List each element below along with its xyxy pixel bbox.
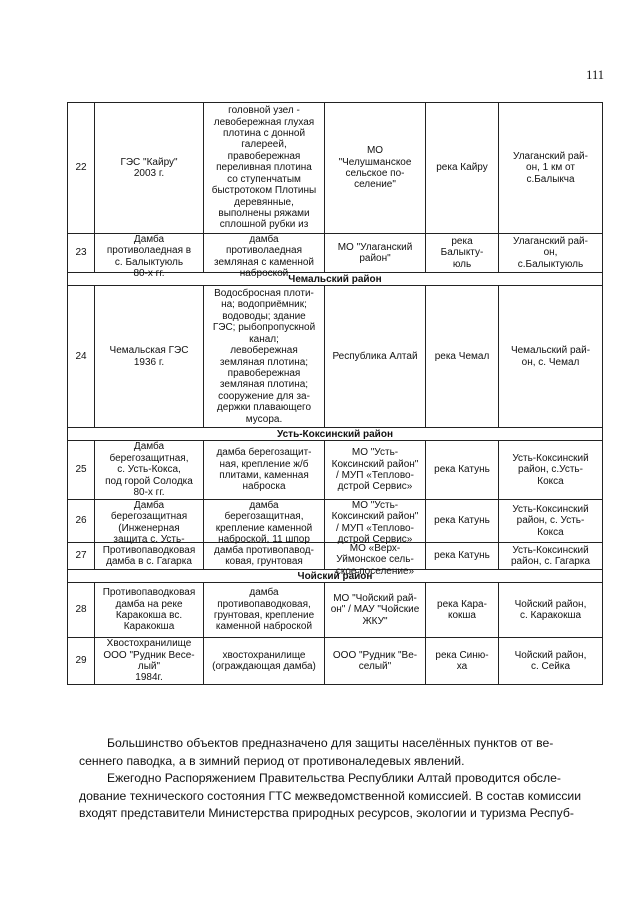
location-cell (499, 234, 603, 273)
owner-cell (325, 234, 426, 273)
hydro-structures-table (67, 102, 603, 685)
row-number-cell-text: 25 (75, 464, 87, 476)
structure-description-cell-text: головной узел - левобережная глухая плотина с донной галереей, правобережная переливная плотина со ступенчатым быстротоком Плотины деревянные, выполнены ряжами сплошной рубки из (211, 105, 317, 231)
structure-description-cell (204, 441, 325, 500)
row-number-cell (68, 543, 95, 570)
table-row (68, 638, 603, 685)
location-cell-text: Чойский район, с. Сейка (514, 649, 587, 672)
table-section-row (68, 570, 603, 583)
object-name-cell-text: Противопаводковая дамба в с. Гагарка (102, 544, 196, 567)
row-number-cell (68, 103, 95, 234)
owner-cell (325, 441, 426, 500)
structure-description-cell-text: дамба противолаедная земляная с каменной наброской (214, 234, 314, 280)
location-cell-text: Усть-Коксинский район, с. Гагарка (510, 544, 591, 567)
object-name-cell (95, 543, 204, 570)
row-number-cell-text: 24 (75, 350, 87, 362)
section-title: Чемальский район (68, 273, 603, 286)
row-number-cell-text: 26 (75, 515, 87, 527)
location-cell-text: Улаганский рай- он, 1 км от с.Балыкча (513, 150, 588, 185)
location-cell-text: Чойский район, с. Каракокша (514, 598, 587, 621)
row-number-cell (68, 583, 95, 638)
page-number: 111 (586, 68, 604, 82)
object-name-cell (95, 441, 204, 500)
owner-cell (325, 543, 426, 577)
river-cell (426, 103, 499, 234)
river-cell (426, 543, 499, 570)
river-cell-text: река Катунь (434, 550, 490, 562)
structure-description-cell (204, 543, 325, 570)
river-cell-text: река Кайру (436, 162, 488, 174)
river-cell-text: река Синю- ха (435, 649, 489, 672)
river-cell (426, 583, 499, 638)
object-name-cell (95, 583, 204, 638)
location-cell (499, 583, 603, 638)
location-cell (499, 543, 603, 570)
structure-description-cell (204, 234, 325, 280)
object-name-cell-text: Дамба берегозащитная (Инженерная защита с. Усть- (110, 500, 188, 546)
paragraph-1-text: Большинство объектов предназначено для защиты населённых пунктов от ве- сеннего паводка, а в зимний период от противоналедевых явлений. (79, 736, 554, 768)
table-row (68, 103, 603, 234)
river-cell (426, 638, 499, 685)
object-name-cell-text: Чемальская ГЭС 1936 г. (109, 345, 189, 368)
row-number-cell-text: 29 (75, 655, 87, 667)
object-name-cell (95, 234, 204, 280)
section-title: Чойский район (68, 570, 603, 583)
row-number-cell-text: 27 (75, 550, 87, 562)
row-number-cell (68, 500, 95, 543)
table-row (68, 543, 603, 570)
river-cell-text: река Балыкту- юль (440, 235, 484, 270)
owner-cell (325, 500, 426, 546)
row-number-cell (68, 638, 95, 685)
structure-description-cell-text: дамба противопавод- ковая, грунтовая (214, 544, 314, 567)
table-row (68, 286, 603, 428)
owner-cell-text: МО "Усть- Коксинский район" / МУП «Теплово- дстрой Сервис» (331, 500, 419, 546)
location-cell (499, 500, 603, 543)
location-cell (499, 638, 603, 685)
location-cell (499, 286, 603, 428)
structure-description-cell (204, 286, 325, 428)
paragraph-2 (79, 770, 604, 823)
river-cell-text: река Катунь (434, 515, 490, 527)
structure-description-cell (204, 638, 325, 685)
table-section-row (68, 428, 603, 441)
location-cell-text: Усть-Коксинский район, с.Усть- Кокса (512, 452, 589, 487)
table-row (68, 234, 603, 273)
structure-description-cell-text: дамба берегозащит- ная, крепление ж/б плитами, каменная наброска (216, 447, 312, 493)
object-name-cell (95, 500, 204, 546)
owner-cell-text: Республика Алтай (332, 350, 418, 362)
structure-description-cell-text: дамба берегозащитная, крепление каменной наброской, 11 шпор (215, 500, 313, 546)
river-cell (426, 441, 499, 500)
object-name-cell-text: Дамба берегозащитная, с. Усть-Кокса, под горой Солодка 80-х гг. (105, 441, 193, 499)
river-cell-text: река Катунь (434, 464, 490, 476)
owner-cell-text: МО "Усть- Коксинский район" / МУП «Теплово- дстрой Сервис» (331, 447, 419, 493)
object-name-cell (95, 638, 204, 685)
row-number-cell-text: 22 (75, 162, 87, 174)
location-cell-text: Улаганский рай- он, с.Балыктуюль (513, 235, 588, 270)
location-cell-text: Усть-Коксинский район, с. Усть- Кокса (512, 503, 589, 538)
paragraph-1 (79, 735, 604, 770)
row-number-cell (68, 234, 95, 273)
structure-description-cell (204, 103, 325, 234)
owner-cell-text: МО "Улаганский район" (337, 241, 413, 264)
structure-description-cell-text: хвостохранилище (ограждающая дамба) (212, 649, 316, 672)
table-row (68, 583, 603, 638)
structure-description-cell (204, 500, 325, 546)
river-cell-text: река Чемал (434, 350, 490, 362)
row-number-cell (68, 286, 95, 428)
row-number-cell (68, 441, 95, 500)
river-cell (426, 500, 499, 543)
row-number-cell-text: 28 (75, 604, 87, 616)
object-name-cell-text: Хвостохранилище ООО "Рудник Весе- лый" 1984г. (103, 638, 195, 684)
owner-cell-text: МО "Челушманское сельское по- селение" (338, 145, 412, 191)
river-cell-text: река Кара- кокша (437, 598, 487, 621)
object-name-cell-text: Противопаводковая дамба на реке Каракокша вс. Каракокша (102, 587, 196, 633)
object-name-cell (95, 103, 204, 234)
owner-cell (325, 638, 426, 685)
location-cell (499, 441, 603, 500)
structure-description-cell-text: дамба противопаводковая, грунтовая, крепление каменной наброской (213, 587, 315, 633)
location-cell (499, 103, 603, 234)
owner-cell (325, 286, 426, 428)
table-row (68, 441, 603, 500)
owner-cell (325, 103, 426, 234)
table-row (68, 500, 603, 543)
structure-description-cell (204, 583, 325, 638)
section-title: Усть-Коксинский район (68, 428, 603, 441)
owner-cell-text: ООО "Рудник "Ве- селый" (332, 649, 418, 672)
row-number-cell-text: 23 (75, 247, 87, 259)
object-name-cell (95, 286, 204, 428)
paragraph-2-text: Ежегодно Распоряжением Правительства Республики Алтай проводится обсле- дование технического состояния ГТС межведомственной комиссией. В состав комиссии входят представители Министерства природных ресурсов, экологии и туризма Респуб- (79, 771, 582, 820)
owner-cell-text: МО «Верх- Уймонское сель- ское поселение» (335, 543, 415, 577)
river-cell (426, 286, 499, 428)
object-name-cell-text: ГЭС "Кайру" 2003 г. (120, 156, 178, 179)
location-cell-text: Чемальский рай- он, с. Чемал (510, 345, 591, 368)
river-cell (426, 234, 499, 273)
object-name-cell-text: Дамба противолаедная в с. Балыктуюль 80-х гг. (106, 234, 192, 280)
structure-description-cell-text: Водосбросная плоти- на; водоприёмник; водоводы; здание ГЭС; рыбопропускной канал; левобережная земляная плотина; правобережная земляная плотина; сооружение для за- держки плавающего мусора. (212, 288, 316, 425)
owner-cell-text: МО "Чойский рай- он" / МАУ "Чойские ЖКУ" (330, 592, 420, 627)
owner-cell (325, 583, 426, 638)
